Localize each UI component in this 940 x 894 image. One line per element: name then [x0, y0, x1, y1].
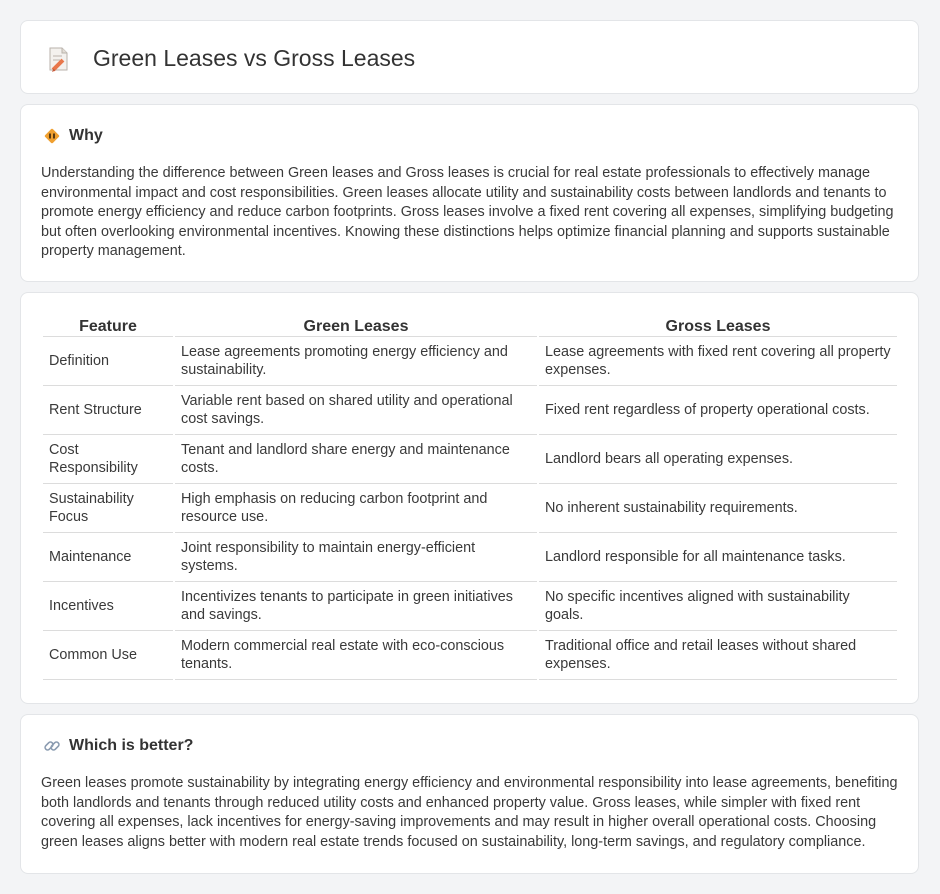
header-gross-leases: Gross Leases: [539, 315, 897, 337]
gross-cell: Fixed rent regardless of property operational costs.: [539, 386, 897, 435]
feature-cell: Incentives: [43, 582, 173, 631]
gross-cell: No inherent sustainability requirements.: [539, 484, 897, 533]
green-cell: High emphasis on reducing carbon footprint and resource use.: [175, 484, 537, 533]
feature-cell: Definition: [43, 337, 173, 386]
table-header-row: [43, 315, 897, 337]
gross-cell: Traditional office and retail leases without shared expenses.: [539, 631, 897, 680]
comparison-section: [20, 292, 919, 704]
table-row: [43, 631, 897, 680]
table-row: [43, 484, 897, 533]
feature-cell: Rent Structure: [43, 386, 173, 435]
header-card: [20, 20, 919, 94]
comparison-table: [41, 315, 899, 680]
green-cell: Tenant and landlord share energy and maintenance costs.: [175, 435, 537, 484]
feature-cell: Sustainability Focus: [43, 484, 173, 533]
header-row: [47, 45, 415, 72]
feature-cell: Common Use: [43, 631, 173, 680]
diamond-sign-icon: [43, 127, 61, 145]
green-cell: Joint responsibility to maintain energy-efficient systems.: [175, 533, 537, 582]
why-heading-row: [43, 127, 103, 145]
green-cell: Modern commercial real estate with eco-conscious tenants.: [175, 631, 537, 680]
page-title: Green Leases vs Gross Leases: [93, 45, 416, 71]
feature-cell: Cost Responsibility: [43, 435, 173, 484]
better-heading: Which is better?: [69, 737, 194, 754]
table-row: [43, 337, 897, 386]
document-pencil-icon: [47, 46, 71, 72]
why-heading: Why: [69, 127, 103, 144]
table-row: [43, 386, 897, 435]
green-cell: Variable rent based on shared utility and operational cost savings.: [175, 386, 537, 435]
gross-cell: Landlord responsible for all maintenance tasks.: [539, 533, 897, 582]
green-cell: Incentivizes tenants to participate in green initiatives and savings.: [175, 582, 537, 631]
header-feature: Feature: [43, 315, 173, 337]
better-heading-row: [43, 737, 193, 755]
why-text: Understanding the difference between Green leases and Gross leases is crucial for real estate professionals to effectively manage environmental impact and cost responsibilities. Green leases allocate utility and sustainability costs between landlords and tenants to promote energy efficiency and reduce carbon footprints. Gross leases involve a fixed rent covering all expenses, simplifying budgeting but often overlooking environmental incentives. Knowing these distinctions helps optimize financial planning and supports sustainable property management.: [41, 165, 894, 259]
gross-cell: No specific incentives aligned with sustainability goals.: [539, 582, 897, 631]
green-cell: Lease agreements promoting energy efficiency and sustainability.: [175, 337, 537, 386]
better-text: Green leases promote sustainability by integrating energy efficiency and environmental responsibility into lease agreements, benefiting both landlords and tenants through reduced utility costs and enhanced property value. Gross leases, while simpler with fixed rent covering all expenses, lack incentives for energy-saving improvements and may result in higher overall operational costs. Choosing green leases aligns better with modern real estate trends focused on sustainability, long-term savings, and regulatory compliance.: [41, 775, 898, 850]
table-row: [43, 582, 897, 631]
feature-cell: Maintenance: [43, 533, 173, 582]
table-row: [43, 533, 897, 582]
why-section: [20, 104, 919, 282]
link-icon: [43, 737, 61, 755]
gross-cell: Lease agreements with fixed rent covering all property expenses.: [539, 337, 897, 386]
gross-cell: Landlord bears all operating expenses.: [539, 435, 897, 484]
table-row: [43, 435, 897, 484]
which-is-better-section: [20, 714, 919, 874]
header-green-leases: Green Leases: [175, 315, 537, 337]
